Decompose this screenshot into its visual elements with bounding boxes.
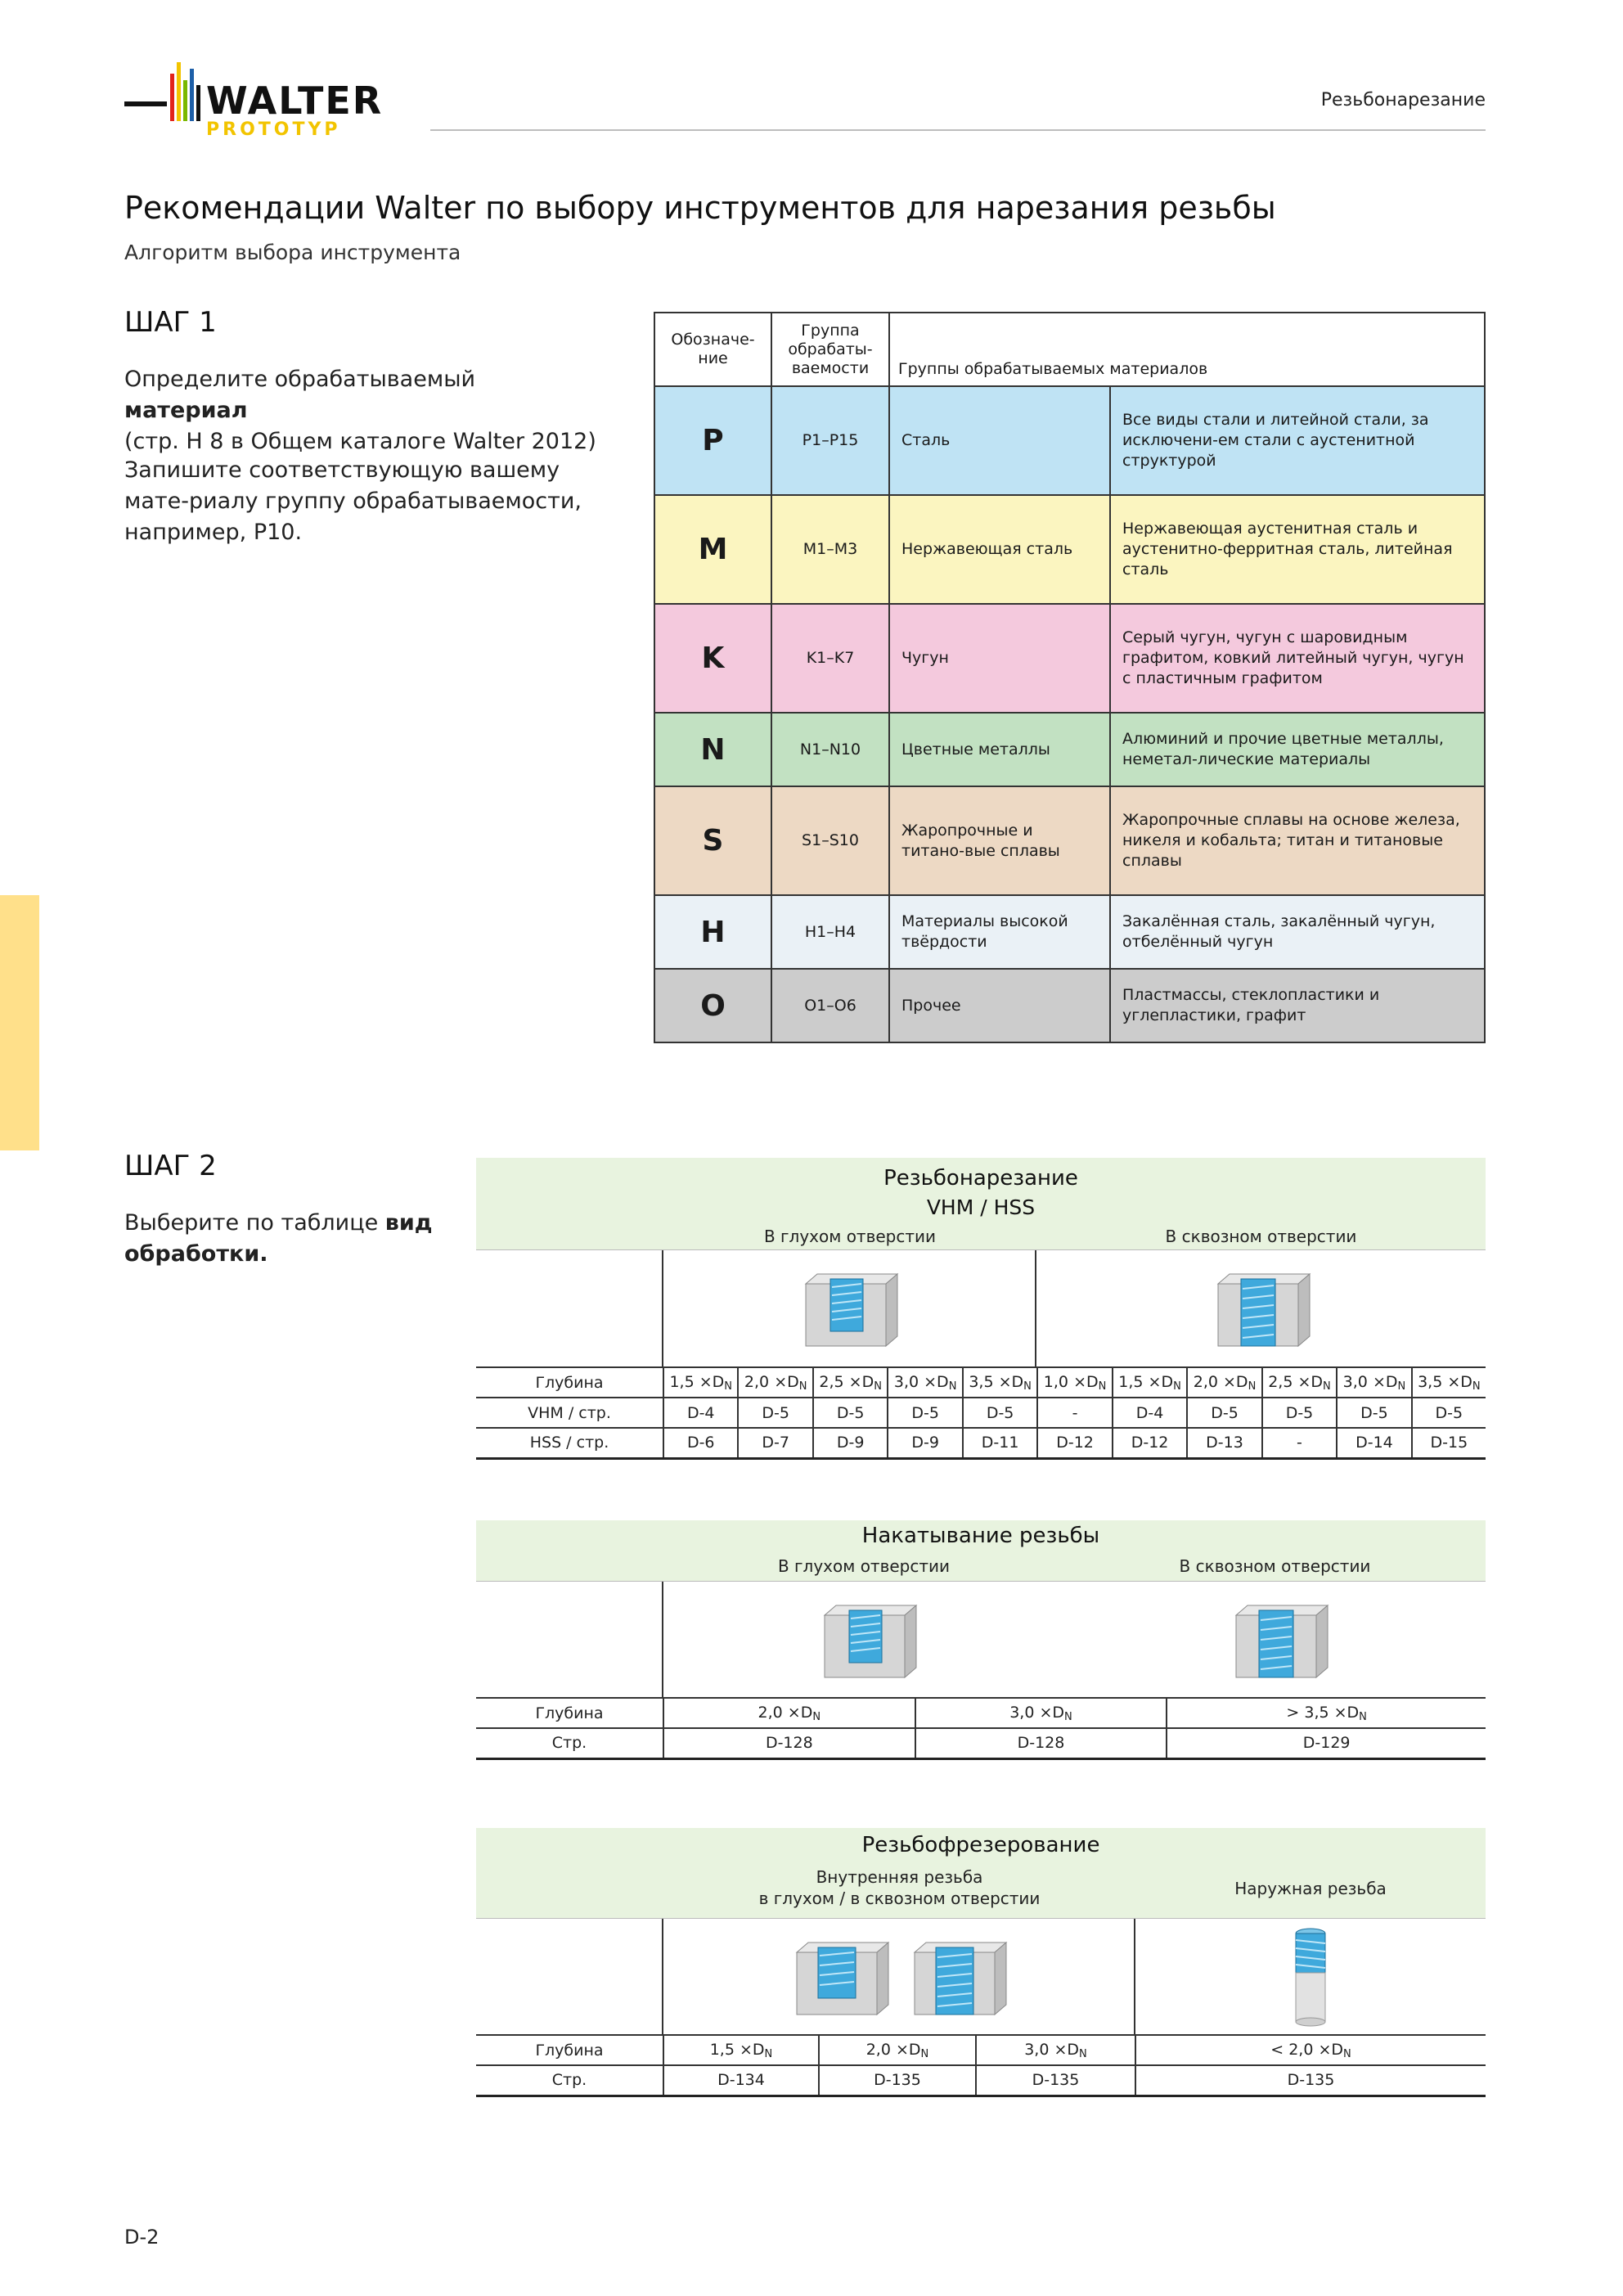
step1-text-ref: (стр. H 8 в Общем каталоге Walter 2012) — [124, 429, 596, 454]
depth-value: 1,5 — [1118, 1372, 1144, 1391]
logo-prototyp-text: PROTOTYP — [206, 119, 341, 140]
milling-col-internal-1: Внутренняя резьба — [816, 1867, 983, 1887]
table-row — [476, 1428, 1486, 1458]
material-group: Цветные металлы — [889, 713, 1110, 786]
depth-cell — [915, 1698, 1167, 1728]
depth-sub: N — [724, 1380, 733, 1393]
depth-sub: N — [1079, 2047, 1087, 2060]
depth-cell — [1262, 1367, 1337, 1398]
depth-sub: N — [1359, 1710, 1367, 1723]
material-letter: P — [654, 386, 771, 495]
row-label-spacer — [476, 1582, 663, 1697]
depth-sub: N — [812, 1710, 821, 1723]
depth-cell — [963, 1367, 1037, 1398]
depth-cell — [976, 2035, 1135, 2065]
depth-cell — [1167, 1698, 1486, 1728]
logo-bars-icon — [124, 59, 206, 133]
material-description: Пластмассы, стеклопластики и углепластики, графит — [1110, 969, 1485, 1042]
milling-internal-images — [663, 1919, 1135, 2034]
row-label-spacer — [476, 1919, 663, 2034]
material-range: S1–S10 — [771, 786, 889, 895]
blind-hole-form-icon — [815, 1599, 921, 1681]
step1-text2: Запишите соответствующую вашему мате-риалу группу обрабатываемости, например, P10. — [124, 457, 582, 545]
depth-value: 2,0 ×D — [758, 1703, 813, 1722]
depth-value: 3,0 ×D — [1009, 1703, 1064, 1722]
material-range: O1–O6 — [771, 969, 889, 1042]
page-ref: D-5 — [813, 1398, 888, 1428]
depth-value: 3,5 — [969, 1372, 994, 1391]
tapping-header — [476, 1158, 1486, 1249]
depth-value: 2,5 — [819, 1372, 844, 1391]
page-ref: D-135 — [819, 2065, 976, 2096]
forming-col-through: В сквозном отверстии — [1179, 1556, 1371, 1576]
depth-sub: N — [1098, 1380, 1107, 1393]
material-description: Нержавеющая аустенитная сталь и аустенитно-ферритная сталь, литейная сталь — [1110, 495, 1485, 604]
page-ref: D-128 — [663, 1728, 915, 1758]
material-description: Все виды стали и литейной стали, за исключени-ем стали с аустенитной структурой — [1110, 386, 1485, 495]
page-ref: D-135 — [1135, 2065, 1486, 2096]
depth-unit: ×D — [924, 1372, 949, 1391]
depth-sub: N — [1173, 1380, 1181, 1393]
chapter-side-tab — [0, 895, 39, 1150]
depth-sub: N — [920, 2047, 929, 2060]
material-description: Закалённая сталь, закалённый чугун, отбелённый чугун — [1110, 895, 1485, 969]
depth-unit: ×D — [1297, 1372, 1324, 1391]
depth-value: 1,0 — [1043, 1372, 1069, 1391]
through-hole-form-icon — [1226, 1599, 1333, 1681]
forming-table — [476, 1520, 1486, 1760]
page-ref: D-129 — [1167, 1728, 1486, 1758]
depth-unit: ×D — [998, 1372, 1024, 1391]
depth-unit: ×D — [1148, 1372, 1174, 1391]
depth-cell — [813, 1367, 888, 1398]
page-ref: - — [1262, 1428, 1337, 1458]
material-letter: H — [654, 895, 771, 969]
depth-value: 1,5 ×D — [709, 2040, 765, 2059]
forming-image-row — [476, 1581, 1486, 1697]
materials-header-row — [654, 313, 1485, 386]
milling-header — [476, 1828, 1486, 1918]
page-ref: D-6 — [663, 1428, 738, 1458]
table-row — [476, 2035, 1486, 2065]
depth-unit: ×D — [774, 1372, 799, 1391]
page-subtitle: Алгоритм выбора инструмента — [124, 241, 461, 264]
material-group: Нержавеющая сталь — [889, 495, 1110, 604]
material-description: Серый чугун, чугун с шаровидным графитом, ковкий литейный чугун, чугун с пластичным графитом — [1110, 604, 1485, 713]
page-ref: - — [1037, 1398, 1112, 1428]
material-letter: M — [654, 495, 771, 604]
step1-text — [124, 364, 599, 457]
depth-value: 2,0 — [1193, 1372, 1218, 1391]
walter-logo — [124, 59, 402, 140]
page-ref: D-7 — [738, 1428, 812, 1458]
tapping-title: Резьбонарезание — [883, 1166, 1078, 1191]
depth-sub: N — [1343, 2047, 1351, 2060]
depth-sub: N — [764, 2047, 773, 2060]
depth-value: 3,5 — [1418, 1372, 1443, 1391]
page-label: Стр. — [476, 1728, 663, 1758]
depth-value: 3,0 ×D — [1024, 2040, 1080, 2059]
depth-cell — [1037, 1367, 1112, 1398]
table-row — [476, 1367, 1486, 1398]
forming-title: Накатывание резьбы — [861, 1524, 1100, 1548]
material-range: P1–P15 — [771, 386, 889, 495]
table-row — [476, 1698, 1486, 1728]
depth-cell — [819, 2035, 976, 2065]
col-header-group: Группа обрабаты-ваемости — [771, 313, 889, 386]
material-range: N1–N10 — [771, 713, 889, 786]
depth-value: 3,0 — [1342, 1372, 1368, 1391]
page-ref: D-128 — [915, 1728, 1167, 1758]
page-label: Стр. — [476, 2065, 663, 2096]
page-ref: D-5 — [1187, 1398, 1261, 1428]
header-divider — [430, 129, 1486, 131]
blind-hole-tap-icon — [796, 1267, 902, 1349]
material-letter: S — [654, 786, 771, 895]
through-hole-image — [1036, 1250, 1486, 1366]
page-ref: D-9 — [888, 1428, 962, 1458]
tapping-col-blind: В глухом отверстии — [763, 1227, 937, 1246]
page-ref: D-135 — [976, 2065, 1135, 2096]
page-ref: D-14 — [1337, 1428, 1411, 1458]
depth-sub: N — [1323, 1380, 1331, 1393]
col-header-material-groups: Группы обрабатываемых материалов — [889, 313, 1485, 386]
material-description: Алюминий и прочие цветные металлы, неметал-лические материалы — [1110, 713, 1485, 786]
col-header-designation: Обозначе-ние — [654, 313, 771, 386]
depth-cell — [1337, 1367, 1411, 1398]
blind-hole-mill-icon — [787, 1936, 893, 2018]
page-ref: D-5 — [1337, 1398, 1411, 1428]
page-ref: D-11 — [963, 1428, 1037, 1458]
material-range: K1–K7 — [771, 604, 889, 713]
material-group: Прочее — [889, 969, 1110, 1042]
milling-col-external: Наружная резьба — [1234, 1879, 1387, 1898]
page-title: Рекомендации Walter по выбору инструментов для нарезания резьбы — [124, 190, 1276, 226]
step1-text-bold: материал — [124, 398, 248, 423]
blind-hole-image — [663, 1250, 1036, 1366]
step1-text-part: Определите обрабатываемый — [124, 367, 476, 392]
milling-col-internal-2: в глухом / в сквозном отверстии — [758, 1889, 1041, 1908]
depth-sub: N — [1472, 1380, 1481, 1393]
table-row — [476, 2065, 1486, 2096]
forming-header — [476, 1520, 1486, 1581]
section-label: Резьбонарезание — [1320, 90, 1486, 110]
depth-cell — [663, 1698, 915, 1728]
depth-cell — [1412, 1367, 1486, 1398]
depth-unit: ×D — [1073, 1372, 1099, 1391]
depth-value: > 3,5 ×D — [1286, 1703, 1360, 1722]
page-ref: D-13 — [1187, 1428, 1261, 1458]
material-letter: N — [654, 713, 771, 786]
depth-cell — [1113, 1367, 1187, 1398]
through-hole-mill-icon — [905, 1936, 1011, 2018]
forming-blind-image — [663, 1582, 1072, 1697]
depth-cell — [1187, 1367, 1261, 1398]
page-ref: D-5 — [738, 1398, 812, 1428]
depth-unit: ×D — [1447, 1372, 1472, 1391]
depth-unit: ×D — [848, 1372, 874, 1391]
depth-sub: N — [1064, 1710, 1072, 1723]
depth-label: Глубина — [476, 1367, 663, 1398]
table-row — [476, 1398, 1486, 1428]
vhm-label: VHM / стр. — [476, 1398, 663, 1428]
page-ref: D-12 — [1037, 1428, 1112, 1458]
page-ref: D-134 — [663, 2065, 819, 2096]
material-letter: O — [654, 969, 771, 1042]
milling-data — [476, 2034, 1486, 2097]
page-ref: D-5 — [963, 1398, 1037, 1428]
milling-title: Резьбофрезерование — [861, 1833, 1100, 1857]
material-group: Жаропрочные и титано-вые сплавы — [889, 786, 1110, 895]
step2-heading: ШАГ 2 — [124, 1150, 217, 1182]
depth-value: 2,0 — [744, 1372, 770, 1391]
forming-data — [476, 1697, 1486, 1760]
depth-sub: N — [1397, 1380, 1406, 1393]
depth-value: 3,0 — [893, 1372, 919, 1391]
depth-sub: N — [874, 1380, 882, 1393]
page-ref: D-5 — [1262, 1398, 1337, 1428]
logo-walter-text: WALTER — [206, 79, 384, 123]
depth-unit: ×D — [1372, 1372, 1398, 1391]
external-thread-icon — [1286, 1924, 1335, 2030]
depth-unit: ×D — [1223, 1372, 1248, 1391]
depth-value: < 2,0 ×D — [1270, 2040, 1344, 2059]
material-description: Жаропрочные сплавы на основе железа, никеля и кобальта; титан и титановые сплавы — [1110, 786, 1485, 895]
page-ref: D-4 — [663, 1398, 738, 1428]
tapping-image-row — [476, 1249, 1486, 1366]
depth-sub: N — [1248, 1380, 1257, 1393]
step2-text — [124, 1208, 452, 1270]
forming-col-blind: В глухом отверстии — [777, 1556, 951, 1576]
depth-value: 2,0 ×D — [865, 2040, 921, 2059]
page-ref: D-5 — [888, 1398, 962, 1428]
material-group: Чугун — [889, 604, 1110, 713]
page-ref: D-9 — [813, 1428, 888, 1458]
through-hole-tap-icon — [1208, 1267, 1315, 1349]
table-row — [476, 1728, 1486, 1758]
depth-unit: ×D — [699, 1372, 725, 1391]
table-row — [654, 786, 1485, 895]
page-ref: D-12 — [1113, 1428, 1187, 1458]
depth-value: 2,5 — [1268, 1372, 1293, 1391]
table-row — [654, 895, 1485, 969]
hss-label: HSS / стр. — [476, 1428, 663, 1458]
tapping-data — [476, 1366, 1486, 1460]
table-row — [654, 604, 1485, 713]
table-row — [654, 386, 1485, 495]
depth-label: Глубина — [476, 1698, 663, 1728]
page-ref: D-15 — [1412, 1428, 1486, 1458]
depth-cell — [888, 1367, 962, 1398]
table-row — [654, 713, 1485, 786]
step2-text-part: Выберите по таблице — [124, 1210, 385, 1236]
milling-image-row — [476, 1918, 1486, 2034]
tapping-col-through: В сквозном отверстии — [1165, 1227, 1357, 1246]
depth-sub: N — [798, 1380, 807, 1393]
depth-cell — [663, 1367, 738, 1398]
depth-cell — [1135, 2035, 1486, 2065]
depth-cell — [738, 1367, 812, 1398]
page-ref: D-5 — [1412, 1398, 1486, 1428]
depth-value: 1,5 — [669, 1372, 695, 1391]
depth-sub: N — [948, 1380, 957, 1393]
material-range: M1–M3 — [771, 495, 889, 604]
forming-through-image — [1072, 1582, 1486, 1697]
material-range: H1–H4 — [771, 895, 889, 969]
page-ref: D-4 — [1113, 1398, 1187, 1428]
tapping-table — [476, 1158, 1486, 1460]
depth-label: Глубина — [476, 2035, 663, 2065]
table-row — [654, 969, 1485, 1042]
milling-external-image — [1135, 1919, 1486, 2034]
material-group: Материалы высокой твёрдости — [889, 895, 1110, 969]
row-label-spacer — [476, 1250, 663, 1366]
step1-heading: ШАГ 1 — [124, 306, 217, 339]
page-number: D-2 — [124, 2226, 160, 2249]
materials-table — [654, 312, 1486, 1043]
step2-text-bold: вид обработки. — [124, 1210, 433, 1267]
milling-table — [476, 1828, 1486, 2097]
tapping-subtitle: VHM / HSS — [926, 1195, 1036, 1219]
depth-cell — [663, 2035, 819, 2065]
depth-sub: N — [1023, 1380, 1032, 1393]
material-letter: K — [654, 604, 771, 713]
material-group: Сталь — [889, 386, 1110, 495]
table-row — [654, 495, 1485, 604]
